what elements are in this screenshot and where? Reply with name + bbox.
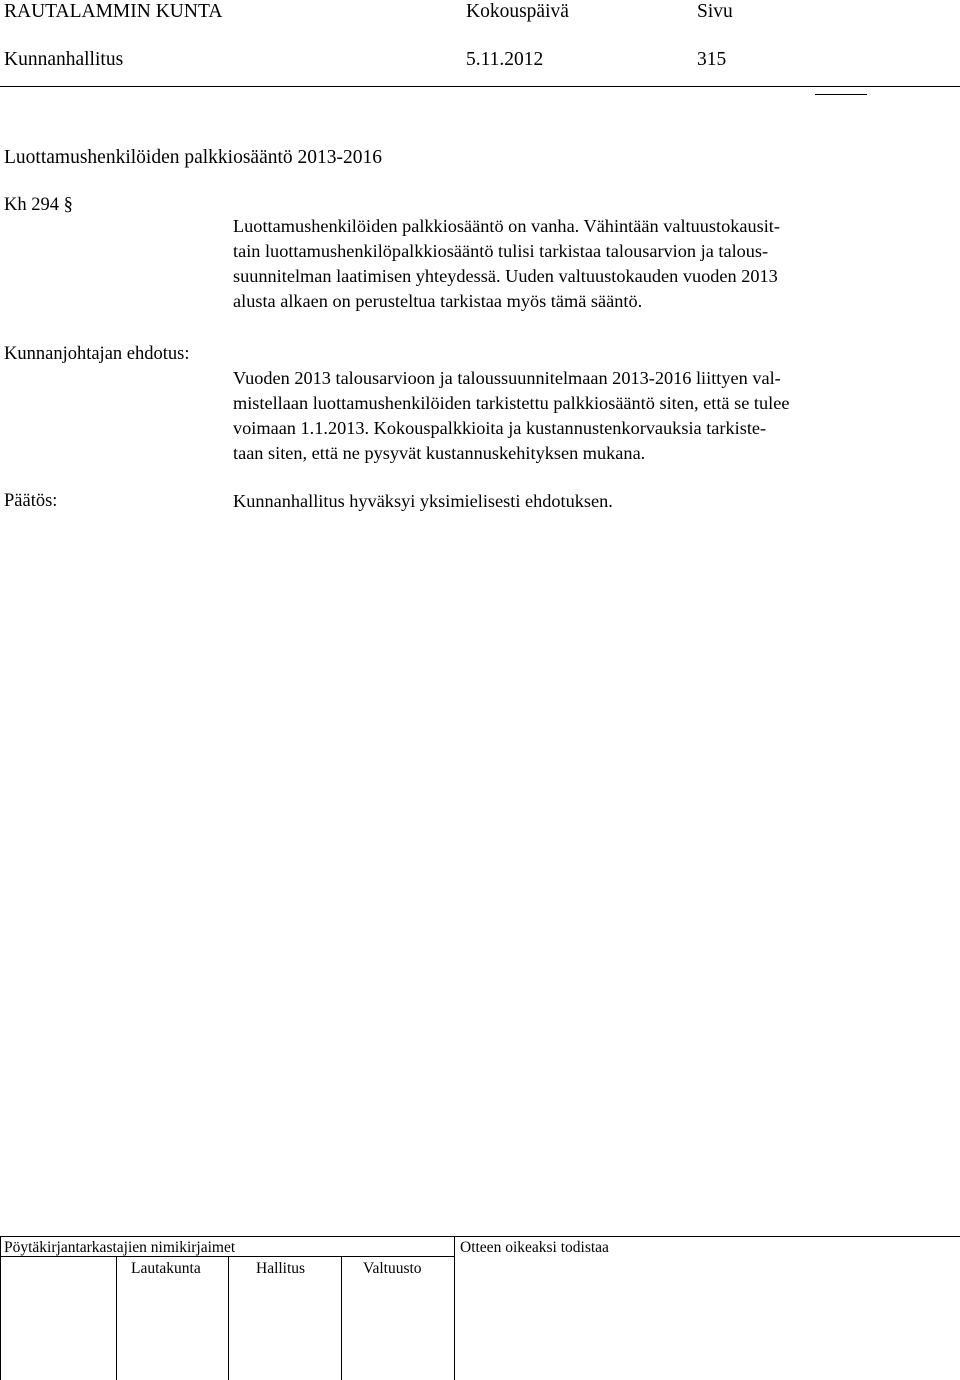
document-title: Luottamushenkilöiden palkkiosääntö 2013-2016: [4, 147, 383, 168]
column-hallitus: Hallitus: [256, 1260, 306, 1277]
decision-text: Kunnanhallitus hyväksyi yksimielisesti ehdotuksen.: [233, 491, 613, 511]
footer-divider: [454, 1236, 455, 1380]
column-lautakunta: Lautakunta: [131, 1260, 201, 1277]
page-number: 315: [697, 49, 727, 70]
text-line: mistellaan luottamushenkilöiden tarkistettu palkkiosääntö siten, että se tulee: [233, 393, 790, 413]
text-line: suunnitelman laatimisen yhteydessä. Uuden valtuustokauden vuoden 2013: [233, 266, 778, 286]
footer-divider: [0, 1236, 1, 1380]
decision-label: Päätös:: [4, 491, 58, 511]
organization-name: RAUTALAMMIN KUNTA: [4, 1, 223, 22]
text-line: Luottamushenkilöiden palkkiosääntö on vanha. Vähintään valtuustokausit-: [233, 216, 780, 236]
initials-label: Pöytäkirjantarkastajien nimikirjaimet: [4, 1239, 236, 1256]
text-line: Vuoden 2013 talousarvioon ja taloussuunnitelmaan 2013-2016 liittyen val-: [233, 368, 781, 388]
text-line: tain luottamushenkilöpalkkiosääntö tulisi tarkistaa talousarvion ja talous-: [233, 241, 769, 261]
meeting-date-label: Kokouspäivä: [466, 1, 569, 22]
footer-divider: [116, 1256, 117, 1380]
meeting-date: 5.11.2012: [466, 49, 544, 70]
footer-divider: [228, 1256, 229, 1380]
column-valtuusto: Valtuusto: [363, 1260, 422, 1277]
body-name: Kunnanhallitus: [4, 49, 124, 70]
text-line: voimaan 1.1.2013. Kokouspalkkioita ja kustannustenkorvauksia tarkiste-: [233, 418, 767, 438]
certified-label: Otteen oikeaksi todistaa: [460, 1239, 609, 1256]
footer-rule-middle: [0, 1256, 454, 1257]
page-label: Sivu: [697, 1, 733, 22]
proposal-paragraph: [233, 366, 893, 466]
footer-rule-right: [454, 1236, 960, 1237]
section-reference: Kh 294 §: [4, 195, 73, 215]
intro-paragraph: [233, 214, 893, 314]
signature-mark: [815, 94, 867, 95]
text-line: alusta alkaen on perusteltua tarkistaa myös tämä sääntö.: [233, 291, 643, 311]
footer-rule-left: [0, 1236, 454, 1237]
text-line: taan siten, että ne pysyvät kustannuskehityksen mukana.: [233, 443, 646, 463]
footer-divider: [341, 1256, 342, 1380]
header-divider: [0, 86, 960, 87]
proposal-label: Kunnanjohtajan ehdotus:: [4, 344, 190, 364]
